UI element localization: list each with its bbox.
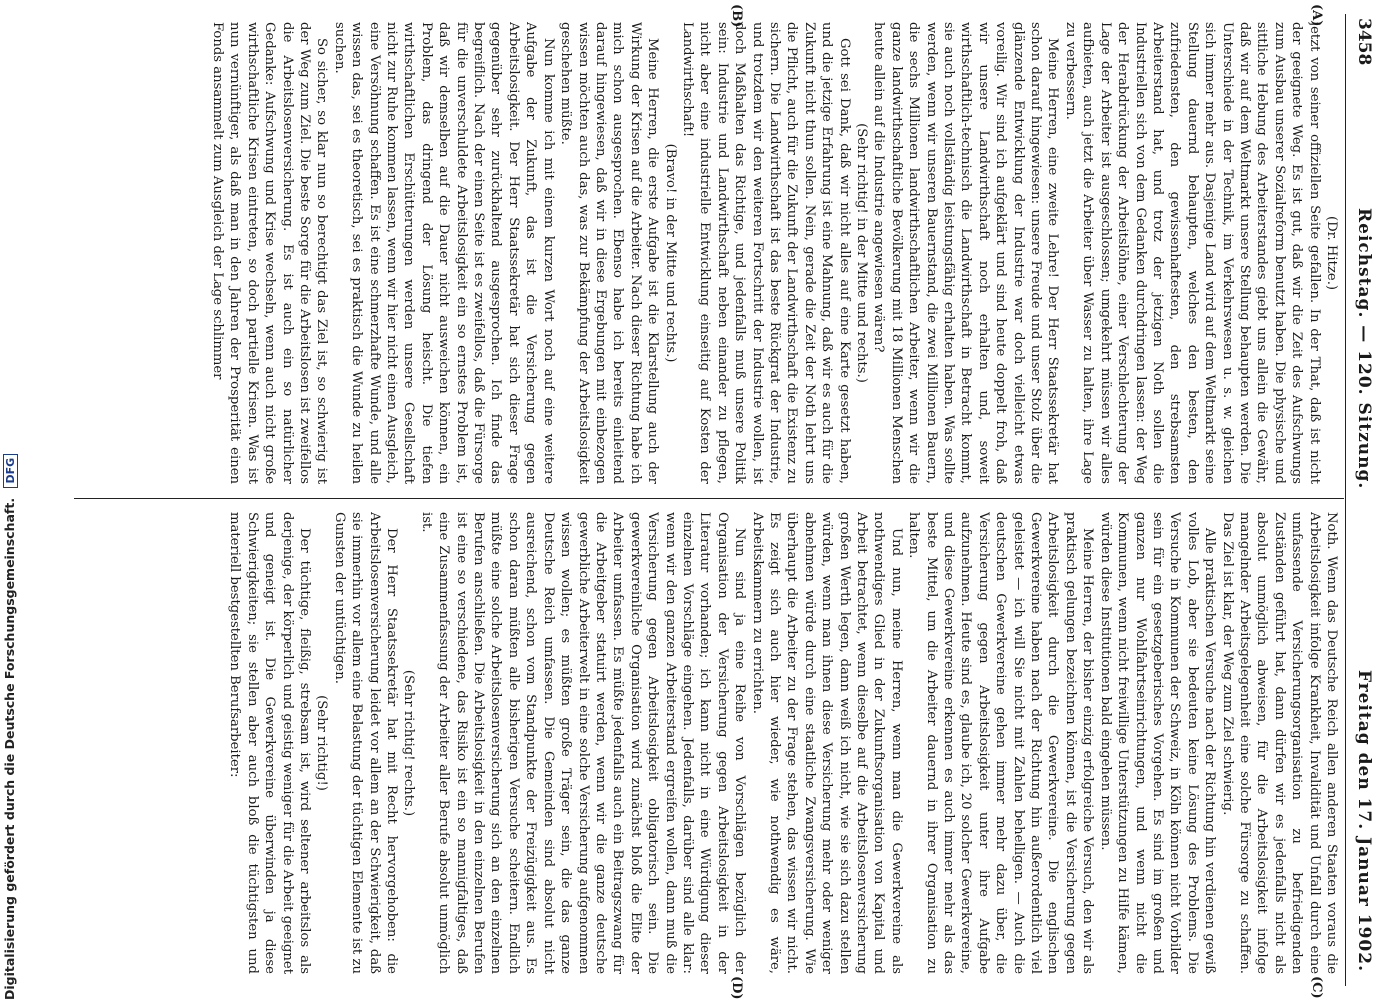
margin-mark-c: (C) xyxy=(1309,976,1324,999)
interjection: (Sehr richtig!) xyxy=(314,695,330,791)
paragraph: Gott sei Dank, daß wir nicht alles auf eine Karte gesetzt haben, und die jetzige Erfahrung ist eine Mahnung, daß wir es auch für die Zukunft nicht thun sollen. Nein, gerade die Zeit der Noth lehrt uns die Pflicht, auch für die Zukunft der Landwirthschaft die Existenz zu sichern. Die Landwirthschaft ist das beste Rückgrat der Industrie, und trotzdem wir den weiteren Fortschritt der Industrie wollen, ist doch Maßhalten das Richtige, und jedenfalls muß unsere Politik sein: Industrie und Landwirthschaft neben einander zu pflegen, nicht aber eine industrielle Entwicklung einseitig auf Kosten der Landwirthschaft! xyxy=(679,22,852,484)
paragraph: Meine Herren, der bisher einzig erfolgreiche Versuch, den wir als praktisch gelungen bezeichnen können, ist die Versicherung gegen Arbeitslosigkeit durch die Gewerkvereine. Die englischen Gewerkvereine haben nach der Richtung hin außerordentlich viel geleistet — ich will Sie nicht mit Zahlen behelligen. — Auch die deutschen Gewerkvereine gehen immer mehr dazu über, die Versicherung gegen Arbeitslosigkeit unter ihre Aufgabe aufzunehmen. Heute sind es, glaube ich, 20 solcher Gewerkvereine, und diese Gewerkvereine erkennen es auch immer mehr als das beste Mittel, um die Arbeiter dauernd in ihrer Organisation zu halten. xyxy=(906,512,1096,974)
paragraph: Nun sind ja eine Reihe von Vorschlägen bezüglich der Organisation der Versicherung gegen Arbeitslosigkeit in der Literatur vorhanden; ich kann nicht in eine Würdigung dieser einzelnen Vorschläge eingehen. Jedenfalls, darüber sind alle klar: wenn wir den ganzen Arbeiterstand ergreifen wollen, dann muß die Versicherung gegen Arbeitslosigkeit obligatorisch sein. Die gewerkvereinliche Organisation wird zunächst bloß die Elite der Arbeiter umfassen. Es müßte jedenfalls auch ein Beitragszwang für die Arbeitgeber statuirt werden, wenn wir die ganze deutsche gewerbliche Arbeiterwelt in eine solche Versicherung aufgenommen wissen wollen; es müßten große Träger sein, die das ganze Deutsche Reich umfassen. Die Gemeinden sind absolut nicht ausreichend, schon vom Standpunkte der Freizügigkeit aus. Es schon daran müßten alle bisherigen Versuche scheitern. Endlich müßte eine solche Arbeitslosenversicherung sich an den einzelnen Berufen anschließen. Die Arbeitslosigkeit in den einzelnen Berufen ist eine so verschiedene, das Risiko ist ein so mannigfaltiges, daß eine Zusammenfassung der Arbeiter aller Berufe absolut unmöglich ist. xyxy=(418,512,748,974)
paragraph: Nun komme ich mit einem kurzen Wort noch auf eine weitere Aufgabe der Zukunft, das ist die Versicherung gegen Arbeitslosigkeit. Der Herr Staatssekretär hat sich dieser Frage gegenüber sehr zurückhaltend ausgesprochen. Ich finde das begreiflich. Nach der einen Seite ist es zweifellos, daß die Fürsorge für die unverschuldete Arbeitslosigkeit ein so ernstes Problem ist, daß wir demselben auf die Dauer nicht ausweichen können, ein Problem, das dringend der Lösung heischt. Die tiefen wirthschaftlichen Erschütterungen werden unsere Gesellschaft nicht zur Ruhe kommen lassen, wenn wir hier nicht einen Ausgleich, eine Versöhnung schaffen. Es ist eine schmerzhafte Wunde, und alle wissen das, sei es theoretisch, sei es praktisch die Wunde zu heilen suchen. xyxy=(331,22,556,484)
paragraph: Meine Herren, eine zweite Lehre! Der Herr Staatssekretär hat schon darauf hingewiesen: unsere Freude und unser Stolz über die glänzende Entwicklung der Industrie war doch vielleicht etwas voreilig. Wir sind ich aufgeklärt und sind heute doppelt froh, daß wir unsere Landwirthschaft noch erhalten und, soweit wirthschaftlich-technisch die Landwirthschaft in Betracht kommt, sie auch noch vollständig leistungsfähig erhalten haben. Was sollte werden, wenn wir unseren Bauernstand, die zwei Millionen Bauern, die sechs Millionen landwirthschaftlichen Arbeiter, wenn wir die ganze landwirthschaftliche Bevölkerung mit 18 Millionen Menschen heute allein auf die Industrie angewiesen wären? xyxy=(871,22,1061,484)
paragraph: Alle praktischen Versuche nach der Richtung hin verdienen gewiß volles Lob, aber sie bedeuten keine Lösung des Problems. Die Versuche in Kommunen der Schweiz, in Köln können nicht Vorbilder sein für ein gesetzgeberisches Vorgehen. Es sind im großen und ganzen nur Wohlfahrtseinrichtungen, und wenn nicht die Kommunen, wenn nicht freiwillige Unterstützungen zu Hilfe kämen, würden diese Institutionen bald eingehen müssen. xyxy=(1097,512,1218,974)
running-head xyxy=(1346,18,1376,982)
header-rule xyxy=(1345,14,1346,986)
session-date: Freitag den 17. Januar 1902. xyxy=(1354,669,1374,972)
page-number: 3458 xyxy=(1354,18,1374,66)
paragraph: Der tüchtige, fleißig, strebsam ist, wird seltener arbeitslos als derjenige, der körperlich und geistig weniger für die Arbeit geeignet und geneigt ist. Die Gewerkvereine überwinden ja diese Schwierigkeiten; sie stellen aber auch bloß die tüchtigsten und materiell bestgestellten Berufsarbeiter: xyxy=(227,512,313,974)
digitization-credit xyxy=(2,0,18,1000)
paragraph: Der Herr Staatssekretär hat mit Recht hervorgehoben: die Arbeitslosenversicherung leidet vor allem an der Schwierigkeit, daß sie immerhin vor allem eine Belastung der tüchtigen Elemente ist zu Gunsten der untüchtigen. xyxy=(331,512,400,974)
page-title: Reichstag. — 120. Sitzung. xyxy=(1354,208,1374,490)
paragraph: Noth. Wenn das Deutsche Reich allen anderen Staaten voraus die Arbeitslosigkeit infolge Krankheit, Invalidität und Unfall durch eine umfassende Versicherungsorganisation zu befriedigenden Zuständen geführt hat, dann dürfen wir es jedenfalls nicht als absolut unmöglich abweisen, für die Arbeitslosigkeit infolge mangelnder Arbeitsgelegenheit eine solche Fürsorge zu schaffen. Das Ziel ist klar, der Weg zum Ziel schwierig. xyxy=(1219,512,1339,974)
dfg-logo: DFG xyxy=(3,454,18,488)
column-divider xyxy=(74,498,1344,499)
margin-mark-a: (A) xyxy=(1309,4,1324,27)
speaker-label: (Dr. Hitze.) xyxy=(1324,215,1339,291)
margin-mark-b: (B) xyxy=(729,4,744,28)
paragraph: Meine Herren, die erste Aufgabe ist die Klarstellung auch der Wirkung der Krisen auf die Arbeiter. Nach dieser Richtung habe ich mich schon ausgesprochen. Ebenso habe ich bereits einleitend darauf hingewiesen, daß wir in diese Ergebungen mit einbezogen wissen möchten auch das, was zur Bekämpfung der Arbeitslosigkeit geschehen müßte. xyxy=(558,22,661,484)
paragraph: Und nun, meine Herren, wenn man die Gewerkvereine als nothwendiges Glied in der Zukunftsorganisation von Kapital und Arbeit betrachtet, wenn dieselbe auf die Arbeitslosenversicherung großen Werth legen, dann weiß ich nicht, wie sie sich dazu stellen würden, wenn man ihnen diese Versicherung mehr oder weniger abnehmen würde durch eine staatliche Zwangsversicherung. Wie überhaupt die Arbeiter zu der Frage stehen, das wissen wir nicht. Es zeigt sich auch hier wieder, wie nothwendig es wäre, Arbeitskammern zu errichten. xyxy=(749,512,904,974)
margin-mark-d: (D) xyxy=(729,976,744,1000)
interjection: (Sehr richtig! rechts.) xyxy=(401,669,417,817)
paragraph: So sicher, so klar nun so berechtigt das Ziel ist, so schwierig ist der Weg zum Ziel. Die beste Sorge für die Arbeitslosen ist zweifellos die Arbeitslosenversicherung. Es ist auch ein so natürlicher Gedanke: Aufschwung und Krise wechseln, wenn auch nicht große wirthschaftliche Krisen eintreten, so doch partielle Krisen. Was ist nun vernünftiger, als daß man in den Jahren der Prosperität einen Fonds ansammelt zum Ausgleich der Lage schlimmer xyxy=(210,22,330,484)
left-column xyxy=(78,22,1340,484)
paragraph: jetzt von seiner offiziellen Seite gefallen. In der That, daß ist nicht der geeignete Weg. Es ist gut, daß wir die Zeit des Aufschwungs zum Ausbau unserer Sozialreform benutzt haben. Die physische und sittliche Hebung des Arbeiterstandes giebt uns allein die Gewähr, daß wir auf dem Weltmarkt unsere Stellung behaupten werden. Die Unterschiede in der Technik, im Verkehrswesen u. s. w. gleichen sich immer mehr aus. Dasjenige Land wird auf dem Weltmarkt seine Stellung dauernd behaupten, welches den besten, den zufriedensten, den gewissenhaftesten, den strebsamsten Arbeiterstand hat, und trotz der jetzigen Noth sollen die Industriellen sich von dem Gedanken durchdringen lassen: der Weg der Herabdrückung der Arbeitslöhne, einer Verschlechterung der Lage der Arbeiter ist ausgeschlossen; umgekehrt müssen wir alles aufbieten, auch jetzt die Arbeiter über Wasser zu halten, ihre Lage zu verbessern. xyxy=(1062,22,1322,484)
reichstag-page xyxy=(68,0,1383,1000)
credit-text: Digitalisierung gefördert durch die Deutsche Forschungsgemeinschaft. xyxy=(2,497,17,1000)
right-column xyxy=(78,512,1340,974)
interjection: (Bravo! in der Mitte und rechts.) xyxy=(662,143,678,363)
interjection: (Sehr richtig! in der Mitte und rechts.) xyxy=(854,123,870,383)
